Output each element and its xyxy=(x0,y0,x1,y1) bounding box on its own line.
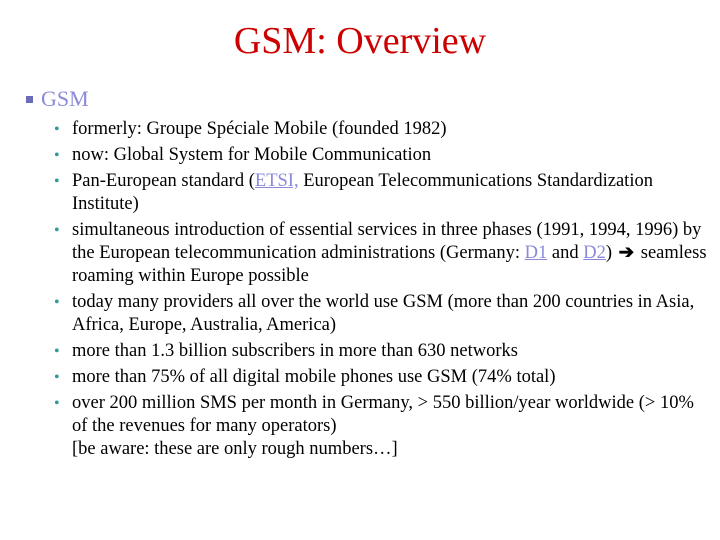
slide-title: GSM: Overview xyxy=(233,20,487,62)
bullet-dot-icon: • xyxy=(54,294,60,311)
d2-link[interactable]: D2 xyxy=(583,243,606,263)
bullet-dot-icon: • xyxy=(54,147,60,164)
list-item xyxy=(52,170,712,216)
list-item xyxy=(52,144,712,167)
bullet-text: and xyxy=(547,243,584,263)
list-item xyxy=(52,366,712,389)
main-bullet-label: GSM xyxy=(41,86,89,111)
bullet-text: seamless roaming within Europe possible xyxy=(72,243,707,286)
bullet-dot-icon: • xyxy=(54,173,60,190)
list-item xyxy=(52,392,712,461)
bullet-dot-icon: • xyxy=(54,395,60,412)
bullet-text: formerly: Groupe Spéciale Mobile (founded 1982) xyxy=(72,119,447,139)
bullet-text: today many providers all over the world use GSM (more than 200 countries in Asia, Africa, Europe, Australia, America) xyxy=(72,292,695,335)
bullet-dot-icon: • xyxy=(54,343,60,360)
bullet-text: more than 1.3 billion subscribers in more than 630 networks xyxy=(72,341,518,361)
square-bullet-icon xyxy=(26,96,33,103)
bullet-dot-icon: • xyxy=(54,369,60,386)
main-bullet xyxy=(26,86,89,112)
list-item xyxy=(52,291,712,337)
list-item xyxy=(52,118,712,141)
bullet-dot-icon: • xyxy=(54,121,60,138)
bullet-text: Pan-European standard ( xyxy=(72,171,255,191)
bullet-text: simultaneous introduction of essential services in three phases (1991, 1994, 1996) by the European telecommunication administrations (Germany: xyxy=(72,220,702,263)
list-item xyxy=(52,219,712,288)
bullet-dot-icon: • xyxy=(54,222,60,239)
bullet-text: over 200 million SMS per month in Germany, > 550 billion/year worldwide (> 10% of the revenues for many operators) xyxy=(72,393,694,436)
list-item xyxy=(52,340,712,363)
bullet-text: now: Global System for Mobile Communication xyxy=(72,145,432,165)
right-arrow-icon: ➔ xyxy=(618,243,635,263)
bullet-text: European Telecommunications Standardization Institute) xyxy=(72,171,653,214)
sub-bullet-list xyxy=(52,118,712,464)
bullet-note: [be aware: these are only rough numbers…] xyxy=(72,439,398,459)
bullet-text: ) xyxy=(605,243,617,263)
bullet-text: more than 75% of all digital mobile phones use GSM (74% total) xyxy=(72,367,556,387)
etsi-link[interactable]: ETSI, xyxy=(254,171,299,191)
d1-link[interactable]: D1 xyxy=(524,243,548,263)
